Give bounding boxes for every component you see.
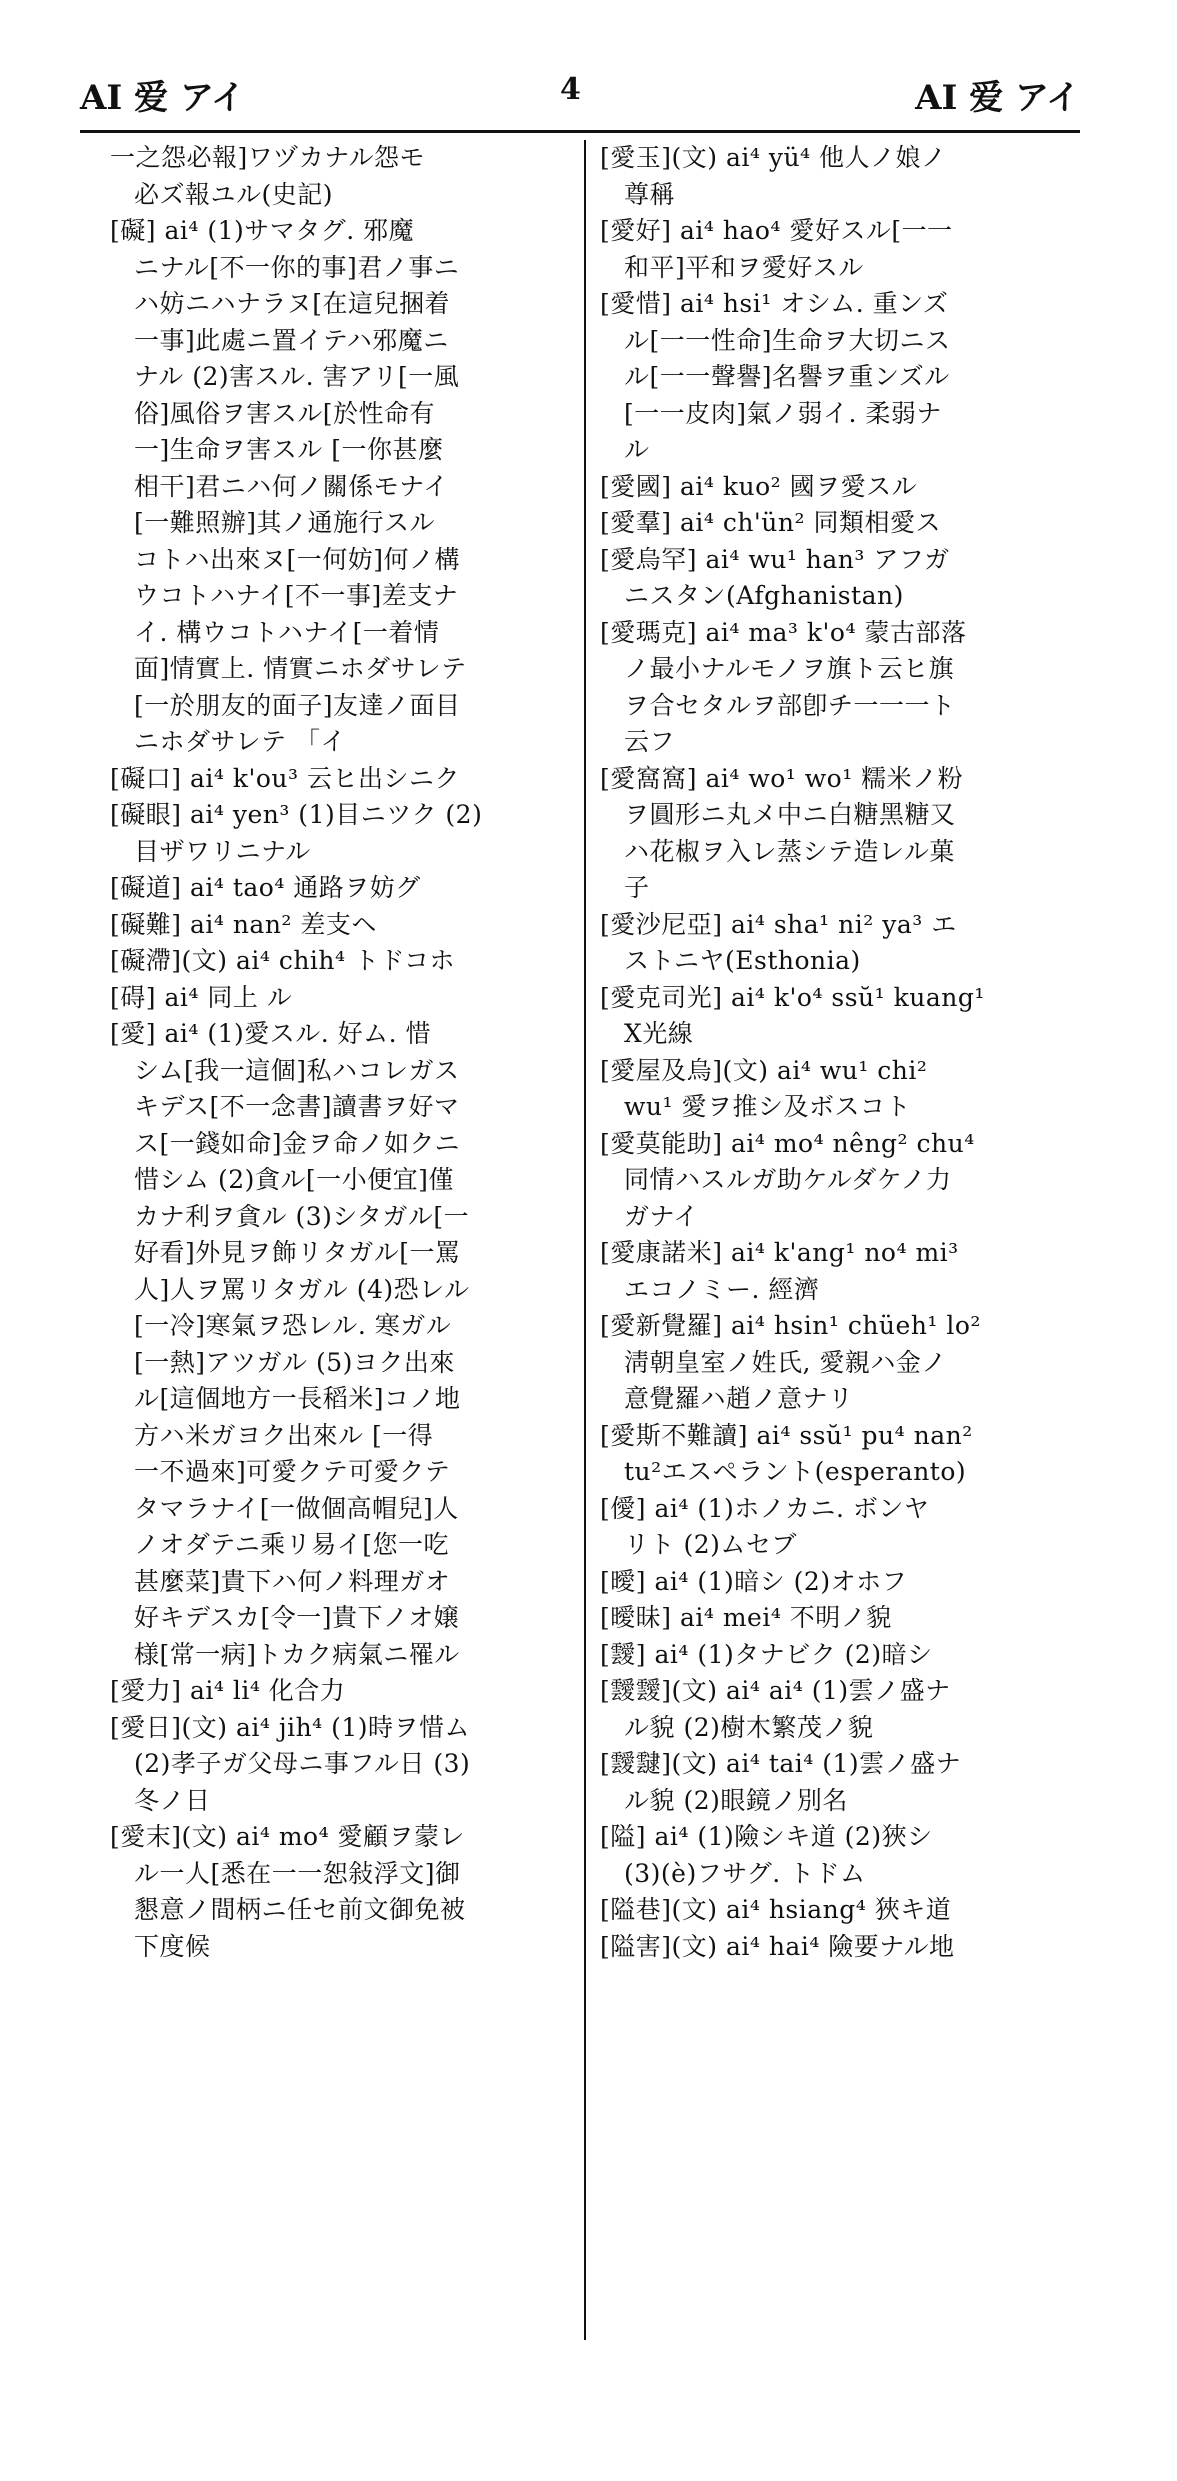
entry-continuation-line: X光線 bbox=[624, 1019, 694, 1048]
entry-headword-line: [愛玉](文) ai⁴ yü⁴ 他人ノ娘ノ bbox=[600, 143, 947, 172]
entry-headword-line: [愛羣] ai⁴ ch'ün² 同類相愛ス bbox=[600, 508, 941, 537]
entry-headword-line: [礙難] ai⁴ nan² 差支ヘ bbox=[110, 909, 377, 939]
entry-headword-line: [礙] ai⁴ (1)サマタグ. 邪魔 bbox=[110, 216, 415, 245]
entry-continuation-line: 方ハ米ガヨク出來ル [一得 bbox=[134, 1420, 434, 1450]
entry-continuation-line: (2)孝子ガ父母ニ事フル日 (3) bbox=[134, 1749, 471, 1778]
entry-headword-line: [隘] ai⁴ (1)險シキ道 (2)狹シ bbox=[600, 1822, 933, 1851]
entry-continuation-line: タマラナイ[一做個高帽兒]人 bbox=[134, 1493, 459, 1523]
entry-continuation-line: ル一人[悉在一一恕敍浮文]御 bbox=[134, 1858, 461, 1888]
entry-headword-line: [靉靆](文) ai⁴ tai⁴ (1)雲ノ盛ナ bbox=[600, 1749, 962, 1778]
entry-continuation-line: 淸朝皇室ノ姓氏, 愛親ハ金ノ bbox=[624, 1347, 947, 1377]
entry-continuation-line: シム[我一這個]私ハコレガス bbox=[134, 1055, 460, 1085]
entry-continuation-line: 人]人ヲ罵リタガル (4)恐レル bbox=[134, 1274, 470, 1304]
entry-continuation-line: 相干]君ニハ何ノ關係モナイ bbox=[134, 471, 449, 501]
entry-headword-line: [愛窩窩] ai⁴ wo¹ wo¹ 糯米ノ粉 bbox=[600, 763, 964, 793]
entry-headword-line: [愛康諾米] ai⁴ k'ang¹ no⁴ mi³ bbox=[600, 1238, 959, 1267]
entry-headword-line: 一之怨必報]ワヅカナル怨モ bbox=[110, 143, 426, 172]
entry-headword-line: [愛沙尼亞] ai⁴ sha¹ ni² ya³ エ bbox=[600, 909, 957, 939]
entry-continuation-line: 意覺羅ハ趙ノ意ナリ bbox=[624, 1384, 854, 1413]
entry-continuation-line: ノ最小ナルモノヲ旗ト云ヒ旗 bbox=[624, 654, 955, 683]
entry-continuation-line: 必ズ報ユル(史記) bbox=[134, 179, 334, 209]
entry-headword-line: [碍] ai⁴ 同上 ル bbox=[110, 982, 293, 1012]
entry-headword-line: [曖昧] ai⁴ mei⁴ 不明ノ貌 bbox=[600, 1603, 892, 1632]
entry-headword-line: [隘害](文) ai⁴ hai⁴ 險要ナル地 bbox=[600, 1931, 955, 1961]
entry-headword-line: [愛好] ai⁴ hao⁴ 愛好スル[一一 bbox=[600, 216, 953, 245]
entry-continuation-line: 面]情實上. 情實ニホダサレテ bbox=[134, 654, 467, 683]
entry-continuation-line: キデス[不一念書]讀書ヲ好マ bbox=[134, 1092, 460, 1121]
left-column bbox=[110, 140, 580, 1965]
entry-continuation-line: 云フ bbox=[624, 727, 676, 756]
page-header bbox=[80, 70, 1080, 130]
entry-headword-line: [愛末](文) ai⁴ mo⁴ 愛顧ヲ蒙レ bbox=[110, 1822, 466, 1851]
entry-continuation-line: [一冷]寒氣ヲ恐レル. 寒ガル bbox=[134, 1311, 452, 1340]
entry-continuation-line: ニナル[不一你的事]君ノ事ニ bbox=[134, 252, 460, 282]
entry-headword-line: [礙口] ai⁴ k'ou³ 云ヒ出シニク bbox=[110, 763, 460, 793]
entry-continuation-line: 様[常一病]トカク病氣ニ罹ル bbox=[134, 1639, 460, 1669]
entry-headword-line: [愛莫能助] ai⁴ mo⁴ nêng² chu⁴ bbox=[600, 1128, 975, 1158]
entry-continuation-line: 目ザワリニナル bbox=[134, 836, 311, 866]
entry-continuation-line: 懇意ノ間柄ニ任セ前文御免被 bbox=[134, 1895, 466, 1924]
entry-continuation-line: ル貌 (2)樹木繁茂ノ貌 bbox=[624, 1712, 874, 1742]
entry-continuation-line: ストニヤ(Esthonia) bbox=[624, 946, 861, 975]
entry-headword-line: [愛力] ai⁴ li⁴ 化合力 bbox=[110, 1676, 346, 1705]
entry-headword-line: [愛惜] ai⁴ hsi¹ オシム. 重ンズ bbox=[600, 289, 949, 318]
header-rule bbox=[80, 130, 1080, 133]
entry-headword-line: [礙道] ai⁴ tao⁴ 通路ヲ妨グ bbox=[110, 873, 421, 902]
entry-continuation-line: (3)(è)フサグ. トドム bbox=[624, 1858, 866, 1888]
entry-continuation-line: 尊稱 bbox=[624, 179, 676, 209]
entry-continuation-line: イ. 構ウコトハナイ[一着情 bbox=[134, 617, 440, 647]
entry-continuation-line: 冬ノ日 bbox=[134, 1785, 211, 1815]
entry-continuation-line: エコノミー. 經濟 bbox=[624, 1274, 820, 1304]
entry-headword-line: [靉] ai⁴ (1)タナビク (2)暗シ bbox=[600, 1639, 933, 1669]
entry-headword-line: [曖] ai⁴ (1)暗シ (2)オホフ bbox=[600, 1566, 908, 1596]
header-right-guideword: AI 爱 アイ bbox=[915, 78, 1080, 118]
entry-continuation-line: [一熱]アツガル (5)ヨク出來 bbox=[134, 1347, 455, 1377]
entry-continuation-line: ガナイ bbox=[624, 1201, 699, 1231]
entry-continuation-line: tu²エスペラント(esperanto) bbox=[624, 1457, 967, 1486]
entry-continuation-line: ル[一一性命]生命ヲ大切ニス bbox=[624, 325, 951, 355]
entry-continuation-line: 好看]外見ヲ飾リタガル[一罵 bbox=[134, 1238, 461, 1267]
entry-continuation-line: 俗]風俗ヲ害スル[於性命有 bbox=[134, 398, 436, 428]
entry-continuation-line: [一於朋友的面子]友達ノ面目 bbox=[134, 690, 461, 720]
entry-headword-line: [愛克司光] ai⁴ k'o⁴ ssŭ¹ kuang¹ bbox=[600, 982, 985, 1012]
entry-continuation-line: 一]生命ヲ害スル [一你甚麼 bbox=[134, 435, 444, 464]
entry-continuation-line: ニホダサレテ 「イ bbox=[134, 727, 346, 756]
entry-continuation-line: ル bbox=[624, 435, 650, 464]
header-left-guideword: AI 爱 アイ bbox=[80, 78, 245, 118]
entry-continuation-line: [一難照辦]其ノ通施行スル bbox=[134, 508, 436, 537]
entry-continuation-line: ハ妨ニハナラヌ[在這兒捆着 bbox=[134, 289, 451, 318]
entry-continuation-line: ル[一一聲譽]名譽ヲ重ンズル bbox=[624, 362, 950, 391]
entry-continuation-line: 下度候 bbox=[134, 1931, 211, 1961]
right-column bbox=[600, 140, 1070, 1965]
entry-continuation-line: ナル (2)害スル. 害アリ[一風 bbox=[134, 362, 460, 391]
entry-continuation-line: カナ利ヲ貪ル (3)シタガル[一 bbox=[134, 1201, 470, 1231]
entry-continuation-line: ル貌 (2)眼鏡ノ別名 bbox=[624, 1785, 848, 1815]
entry-continuation-line: ハ花椒ヲ入レ蒸シテ造レル菓 bbox=[624, 836, 955, 866]
entry-headword-line: [愛新覺羅] ai⁴ hsin¹ chüeh¹ lo² bbox=[600, 1311, 981, 1340]
entry-headword-line: [愛瑪克] ai⁴ ma³ k'o⁴ 蒙古部落 bbox=[600, 617, 967, 647]
column-divider bbox=[584, 140, 586, 2340]
entry-headword-line: [礙眼] ai⁴ yen³ (1)目ニツク (2) bbox=[110, 800, 483, 829]
entry-headword-line: [隘巷](文) ai⁴ hsiang⁴ 狹キ道 bbox=[600, 1895, 952, 1924]
entry-continuation-line: ル[這個地方一長稻米]コノ地 bbox=[134, 1384, 461, 1413]
entry-continuation-line: リト (2)ムセブ bbox=[624, 1530, 797, 1559]
entry-continuation-line: 一事]此處ニ置イテハ邪魔ニ bbox=[134, 325, 449, 355]
entry-continuation-line: 和平]平和ヲ愛好スル bbox=[624, 252, 864, 282]
entry-continuation-line: 同情ハスルガ助ケルダケノ力 bbox=[624, 1165, 952, 1194]
entry-continuation-line: 惜シム (2)貪ル[一小便宜]僅 bbox=[134, 1165, 454, 1194]
entry-headword-line: [愛屋及烏](文) ai⁴ wu¹ chi² bbox=[600, 1055, 928, 1085]
entry-headword-line: [愛烏罕] ai⁴ wu¹ han³ アフガ bbox=[600, 544, 950, 574]
entry-continuation-line: ノオダテニ乘リ易イ[您一吃 bbox=[134, 1530, 450, 1559]
entry-continuation-line: ヲ合セタルヲ部卽チ一一一ト bbox=[624, 690, 956, 720]
entry-continuation-line: ス[一錢如命]金ヲ命ノ如クニ bbox=[134, 1128, 461, 1158]
entry-continuation-line: 好キデスカ[令一]貴下ノオ嬢 bbox=[134, 1603, 460, 1632]
entry-headword-line: [靉靉](文) ai⁴ ai⁴ (1)雲ノ盛ナ bbox=[600, 1676, 951, 1705]
entry-continuation-line: 甚麼菜]貴下ハ何ノ料理ガオ bbox=[134, 1566, 451, 1596]
entry-headword-line: [僾] ai⁴ (1)ホノカニ. ボンヤ bbox=[600, 1493, 930, 1523]
entry-continuation-line: wu¹ 愛ヲ推シ及ボスコト bbox=[624, 1092, 911, 1121]
entry-continuation-line: コトハ出來ヌ[一何妨]何ノ構 bbox=[134, 544, 461, 574]
entry-headword-line: [愛國] ai⁴ kuo² 國ヲ愛スル bbox=[600, 471, 918, 501]
entry-continuation-line: 一不過來]可愛クテ可愛クテ bbox=[134, 1457, 451, 1486]
entry-headword-line: [愛日](文) ai⁴ jih⁴ (1)時ヲ惜ム bbox=[110, 1712, 471, 1742]
entry-continuation-line: ヲ圓形ニ丸メ中ニ白糖黑糖又 bbox=[624, 800, 956, 829]
entry-continuation-line: ウコトハナイ[不一事]差支ナ bbox=[134, 581, 459, 610]
entry-continuation-line: [一一皮肉]氣ノ弱イ. 柔弱ナ bbox=[624, 398, 942, 428]
entry-headword-line: [愛] ai⁴ (1)愛スル. 好ム. 惜 bbox=[110, 1019, 432, 1048]
entry-continuation-line: 子 bbox=[624, 873, 650, 902]
entry-continuation-line: ニスタン(Afghanistan) bbox=[624, 581, 904, 610]
entry-headword-line: [愛斯不難讀] ai⁴ ssŭ¹ pu⁴ nan² bbox=[600, 1420, 973, 1450]
page-number: 4 bbox=[560, 72, 581, 107]
entry-headword-line: [礙滯](文) ai⁴ chih⁴ トドコホ bbox=[110, 946, 455, 975]
